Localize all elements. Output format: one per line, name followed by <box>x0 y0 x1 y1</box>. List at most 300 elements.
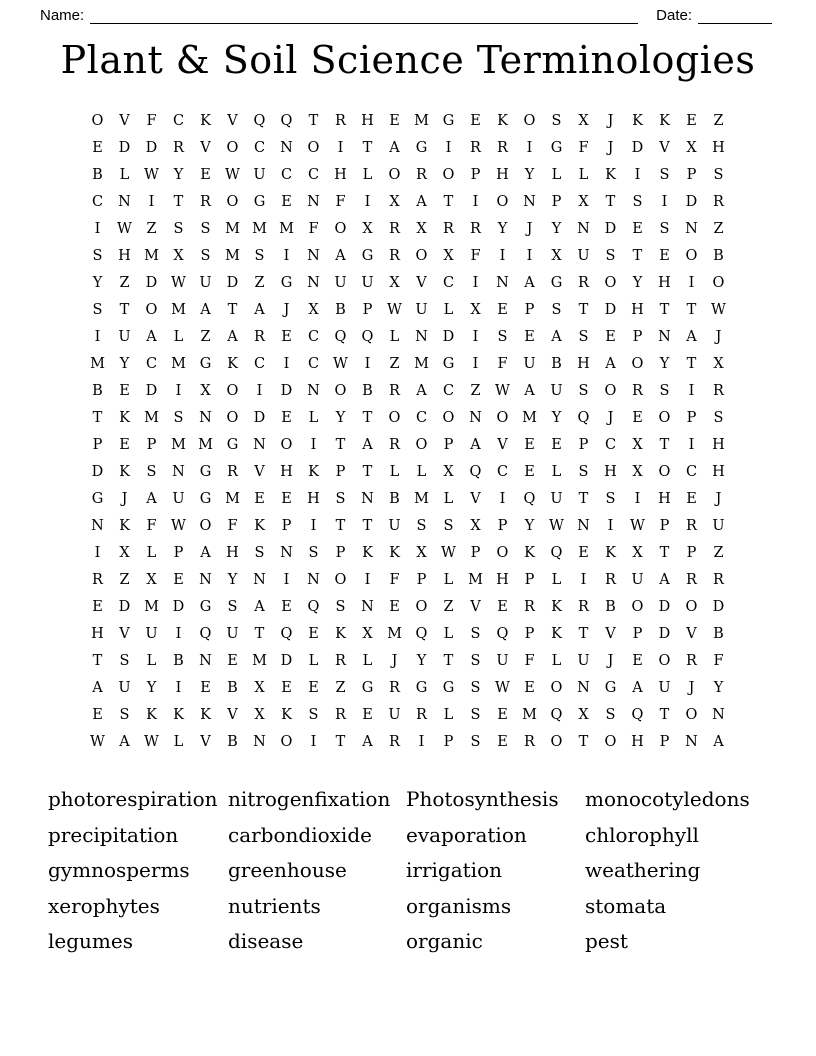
grid-letter: U <box>199 275 212 291</box>
grid-letter: T <box>686 302 697 318</box>
grid-letter: N <box>118 194 131 210</box>
grid-letter: Z <box>389 356 400 372</box>
grid-letter: I <box>688 437 695 453</box>
grid-letter: N <box>199 572 212 588</box>
grid-letter: L <box>416 464 427 480</box>
date-blank-line <box>698 6 772 24</box>
grid-letter: U <box>118 329 131 345</box>
grid-letter: H <box>91 626 104 642</box>
grid-letter: N <box>577 518 590 534</box>
grid-letter: K <box>119 464 130 480</box>
grid-letter: B <box>389 491 400 507</box>
grid-letter: O <box>226 194 239 210</box>
grid-letter: A <box>605 356 616 372</box>
grid-letter: U <box>658 680 671 696</box>
grid-letter: R <box>713 194 724 210</box>
grid-letter: R <box>470 140 481 156</box>
grid-letter: T <box>92 410 103 426</box>
grid-letter: Q <box>496 626 509 642</box>
grid-letter: J <box>688 680 695 696</box>
grid-letter: S <box>551 113 562 129</box>
grid-letter: C <box>685 464 698 480</box>
grid-letter: E <box>524 680 535 696</box>
grid-letter: S <box>578 464 589 480</box>
word-list-column <box>585 782 775 960</box>
grid-letter: X <box>389 194 400 210</box>
grid-letter: T <box>254 626 265 642</box>
grid-letter: I <box>283 572 290 588</box>
grid-letter: M <box>252 653 267 669</box>
grid-letter: F <box>146 518 157 534</box>
grid-letter: W <box>495 383 510 399</box>
grid-letter: W <box>171 518 186 534</box>
grid-letter: R <box>389 248 400 264</box>
grid-letter: T <box>659 707 670 723</box>
grid-letter: L <box>443 707 454 723</box>
grid-letter: D <box>226 275 239 291</box>
grid-letter: J <box>607 410 614 426</box>
grid-letter: O <box>307 140 320 156</box>
grid-letter: N <box>361 599 374 615</box>
grid-letter: M <box>225 221 240 237</box>
grid-letter: D <box>442 329 455 345</box>
word-list-item: organisms <box>406 893 512 918</box>
grid-letter: M <box>387 626 402 642</box>
grid-letter: U <box>388 707 401 723</box>
grid-letter: U <box>496 653 509 669</box>
grid-letter: Q <box>631 707 644 723</box>
grid-letter: F <box>524 653 535 669</box>
grid-letter: J <box>283 302 290 318</box>
grid-letter: G <box>199 599 212 615</box>
grid-letter: L <box>443 626 454 642</box>
grid-letter: Q <box>361 329 374 345</box>
grid-letter: T <box>578 302 589 318</box>
grid-letter: P <box>335 545 346 561</box>
grid-letter: E <box>578 545 589 561</box>
grid-letter: D <box>658 599 671 615</box>
grid-letter: W <box>630 518 645 534</box>
grid-letter: H <box>577 356 590 372</box>
grid-letter: K <box>254 518 265 534</box>
grid-letter: O <box>226 140 239 156</box>
grid-letter: N <box>199 653 212 669</box>
grid-letter: S <box>470 734 481 750</box>
grid-letter: X <box>416 545 427 561</box>
grid-letter: M <box>144 410 159 426</box>
grid-letter: Z <box>335 680 346 696</box>
grid-letter: I <box>472 275 479 291</box>
grid-letter: E <box>227 653 238 669</box>
grid-letter: D <box>145 140 158 156</box>
grid-letter: V <box>119 626 130 642</box>
grid-letter: N <box>307 248 320 264</box>
grid-letter: X <box>308 302 319 318</box>
grid-letter: E <box>281 194 292 210</box>
word-list-item: legumes <box>48 929 133 953</box>
grid-letter: K <box>659 113 670 129</box>
grid-letter: P <box>632 329 643 345</box>
grid-letter: T <box>686 356 697 372</box>
grid-letter: G <box>442 113 455 129</box>
grid-letter: X <box>632 464 643 480</box>
grid-letter: L <box>551 464 562 480</box>
grid-letter: Z <box>443 599 454 615</box>
grid-letter: C <box>307 356 320 372</box>
grid-letter: I <box>310 437 317 453</box>
grid-letter: R <box>632 383 643 399</box>
grid-letter: R <box>443 221 454 237</box>
grid-letter: S <box>200 221 211 237</box>
grid-letter: I <box>337 140 344 156</box>
grid-letter: I <box>472 356 479 372</box>
grid-letter: O <box>199 518 212 534</box>
grid-letter: H <box>712 140 725 156</box>
grid-letter: R <box>254 329 265 345</box>
grid-letter: V <box>605 626 616 642</box>
grid-letter: K <box>200 707 211 723</box>
grid-letter: G <box>415 680 428 696</box>
grid-letter: X <box>362 626 373 642</box>
grid-letter: R <box>92 572 103 588</box>
grid-letter: Y <box>524 518 535 534</box>
grid-letter: V <box>470 599 481 615</box>
word-list-item: monocotyledons <box>585 787 750 811</box>
grid-letter: T <box>227 302 238 318</box>
grid-letter: L <box>389 464 400 480</box>
grid-letter: S <box>92 302 103 318</box>
grid-letter: B <box>227 734 238 750</box>
word-list-item: xerophytes <box>48 893 160 918</box>
grid-letter: N <box>577 221 590 237</box>
grid-letter: T <box>119 302 130 318</box>
grid-letter: M <box>225 248 240 264</box>
grid-letter: P <box>524 302 535 318</box>
grid-letter: U <box>577 653 590 669</box>
grid-letter: P <box>470 167 481 183</box>
grid-letter: S <box>200 248 211 264</box>
grid-letter: E <box>281 410 292 426</box>
grid-letter: T <box>659 545 670 561</box>
grid-letter: K <box>227 356 238 372</box>
grid-letter: Y <box>173 167 184 183</box>
grid-letter: M <box>522 707 537 723</box>
grid-letter: X <box>578 113 589 129</box>
grid-letter: K <box>173 707 184 723</box>
grid-letter: I <box>526 248 533 264</box>
grid-letter: E <box>389 599 400 615</box>
grid-letter: M <box>90 356 105 372</box>
grid-letter: D <box>253 410 266 426</box>
grid-letter: Y <box>227 572 238 588</box>
grid-letter: S <box>335 599 346 615</box>
grid-letter: P <box>659 518 670 534</box>
grid-letter: G <box>253 194 266 210</box>
grid-letter: U <box>334 275 347 291</box>
grid-letter: N <box>577 680 590 696</box>
grid-letter: E <box>281 599 292 615</box>
grid-letter: D <box>280 653 293 669</box>
grid-letter: R <box>173 140 184 156</box>
grid-letter: W <box>171 275 186 291</box>
grid-letter: I <box>175 680 182 696</box>
grid-letter: Q <box>415 626 428 642</box>
grid-letter: A <box>713 734 724 750</box>
word-list-item: evaporation <box>406 822 527 847</box>
grid-letter: Z <box>254 275 265 291</box>
grid-letter: B <box>173 653 184 669</box>
grid-letter: F <box>146 113 157 129</box>
grid-letter: K <box>335 626 346 642</box>
grid-letter: O <box>496 194 509 210</box>
grid-letter: P <box>470 545 481 561</box>
grid-letter: S <box>605 491 616 507</box>
grid-letter: Y <box>659 356 670 372</box>
grid-letter: S <box>308 707 319 723</box>
header <box>0 0 816 24</box>
grid-letter: S <box>119 653 130 669</box>
grid-letter: U <box>226 626 239 642</box>
word-list-column <box>406 782 585 960</box>
grid-letter: M <box>468 572 483 588</box>
grid-letter: H <box>496 572 509 588</box>
grid-letter: F <box>497 356 508 372</box>
grid-letter: H <box>118 248 131 264</box>
grid-letter: P <box>686 167 697 183</box>
grid-letter: S <box>659 383 670 399</box>
grid-letter: S <box>632 194 643 210</box>
grid-letter: L <box>146 545 157 561</box>
grid-letter: S <box>605 248 616 264</box>
grid-letter: G <box>361 680 374 696</box>
grid-letter: G <box>199 356 212 372</box>
grid-letter: E <box>92 140 103 156</box>
page-title: Plant & Soil Science Terminologies <box>60 38 756 82</box>
grid-letter: P <box>173 545 184 561</box>
grid-letter: O <box>496 545 509 561</box>
grid-letter: E <box>308 626 319 642</box>
grid-letter: O <box>415 248 428 264</box>
grid-letter: B <box>713 626 724 642</box>
grid-letter: N <box>172 464 185 480</box>
grid-letter: K <box>200 113 211 129</box>
grid-letter: P <box>578 437 589 453</box>
grid-letter: V <box>227 707 238 723</box>
grid-letter: L <box>389 329 400 345</box>
grid-letter: D <box>91 464 104 480</box>
grid-letter: K <box>119 410 130 426</box>
grid-letter: E <box>497 599 508 615</box>
grid-letter: I <box>472 194 479 210</box>
grid-letter: L <box>551 167 562 183</box>
grid-letter: I <box>310 734 317 750</box>
grid-letter: B <box>362 383 373 399</box>
grid-letter: D <box>145 383 158 399</box>
grid-letter: Y <box>335 410 346 426</box>
grid-letter: L <box>362 167 373 183</box>
grid-letter: E <box>173 572 184 588</box>
grid-letter: Q <box>550 707 563 723</box>
grid-letter: K <box>389 545 400 561</box>
grid-letter: G <box>604 680 617 696</box>
grid-letter: F <box>308 221 319 237</box>
grid-letter: W <box>711 302 726 318</box>
grid-letter: A <box>119 734 130 750</box>
grid-letter: N <box>307 275 320 291</box>
grid-letter: R <box>389 221 400 237</box>
grid-letter: G <box>199 464 212 480</box>
grid-letter: T <box>578 491 589 507</box>
grid-letter: R <box>335 653 346 669</box>
grid-letter: Z <box>713 545 724 561</box>
grid-letter: A <box>200 302 211 318</box>
grid-letter: X <box>551 248 562 264</box>
grid-letter: E <box>659 248 670 264</box>
grid-letter: I <box>445 140 452 156</box>
word-list-item: precipitation <box>48 822 179 847</box>
grid-letter: W <box>549 518 564 534</box>
grid-letter: O <box>685 707 698 723</box>
grid-letter: R <box>470 221 481 237</box>
name-blank-line <box>90 6 638 24</box>
grid-letter: O <box>388 167 401 183</box>
grid-letter: P <box>362 302 373 318</box>
grid-letter: W <box>333 356 348 372</box>
grid-letter: O <box>388 410 401 426</box>
grid-letter: G <box>280 275 293 291</box>
name-label: Name: <box>40 7 85 24</box>
grid-letter: B <box>605 599 616 615</box>
grid-letter: O <box>442 167 455 183</box>
grid-letter: D <box>118 599 131 615</box>
grid-letter: E <box>497 707 508 723</box>
grid-letter: H <box>712 464 725 480</box>
grid-letter: I <box>364 572 371 588</box>
grid-letter: D <box>172 599 185 615</box>
grid-letter: O <box>523 113 536 129</box>
word-list-item: gymnosperms <box>48 858 190 882</box>
grid-letter: W <box>225 167 240 183</box>
grid-letter: C <box>253 140 266 156</box>
grid-letter: Z <box>713 113 724 129</box>
grid-letter: T <box>335 518 346 534</box>
grid-letter: U <box>712 518 725 534</box>
grid-letter: Z <box>119 275 130 291</box>
grid-letter: S <box>713 410 724 426</box>
grid-letter: L <box>173 734 184 750</box>
grid-letter: P <box>659 734 670 750</box>
grid-letter: Y <box>146 680 157 696</box>
grid-letter: S <box>119 707 130 723</box>
grid-letter: R <box>389 437 400 453</box>
grid-letter: I <box>148 194 155 210</box>
grid-letter: T <box>362 410 373 426</box>
grid-letter: V <box>200 734 211 750</box>
grid-letter: I <box>499 491 506 507</box>
grid-letter: G <box>442 356 455 372</box>
grid-letter: Y <box>713 680 724 696</box>
grid-letter: R <box>605 572 616 588</box>
grid-letter: C <box>496 464 509 480</box>
grid-letter: E <box>308 680 319 696</box>
grid-letter: J <box>607 653 614 669</box>
grid-letter: R <box>524 734 535 750</box>
grid-letter: P <box>335 464 346 480</box>
grid-letter: U <box>388 518 401 534</box>
grid-letter: O <box>604 275 617 291</box>
grid-letter: U <box>118 680 131 696</box>
grid-letter: I <box>688 383 695 399</box>
grid-letter: V <box>254 464 265 480</box>
grid-letter: S <box>605 707 616 723</box>
grid-letter: R <box>497 140 508 156</box>
grid-letter: X <box>254 680 265 696</box>
grid-letter: I <box>418 734 425 750</box>
grid-letter: M <box>522 410 537 426</box>
grid-letter: I <box>94 221 101 237</box>
grid-letter: Q <box>577 410 590 426</box>
grid-letter: T <box>335 437 346 453</box>
grid-letter: G <box>415 140 428 156</box>
grid-letter: G <box>442 680 455 696</box>
grid-letter: C <box>442 275 455 291</box>
grid-letter: O <box>550 680 563 696</box>
grid-letter: T <box>659 302 670 318</box>
grid-letter: V <box>497 437 508 453</box>
grid-letter: E <box>632 221 643 237</box>
grid-letter: Q <box>280 626 293 642</box>
grid-letter: O <box>226 383 239 399</box>
grid-letter: S <box>308 545 319 561</box>
grid-letter: S <box>659 167 670 183</box>
grid-letter: D <box>712 599 725 615</box>
grid-letter: Z <box>713 221 724 237</box>
grid-letter: O <box>280 437 293 453</box>
grid-letter: L <box>308 410 319 426</box>
grid-letter: X <box>713 356 724 372</box>
grid-letter: R <box>416 707 427 723</box>
grid-letter: U <box>550 491 563 507</box>
grid-letter: W <box>144 167 159 183</box>
grid-letter: P <box>281 518 292 534</box>
grid-letter: W <box>117 221 132 237</box>
grid-letter: S <box>92 248 103 264</box>
grid-letter: I <box>310 518 317 534</box>
grid-letter: H <box>712 437 725 453</box>
grid-letter: O <box>226 410 239 426</box>
grid-letter: A <box>524 275 535 291</box>
grid-letter: R <box>578 275 589 291</box>
grid-letter: P <box>443 734 454 750</box>
grid-letter: P <box>551 194 562 210</box>
grid-letter: T <box>605 194 616 210</box>
grid-letter: S <box>470 680 481 696</box>
grid-letter: S <box>254 545 265 561</box>
grid-letter: W <box>495 680 510 696</box>
word-list-item: photorespiration <box>48 787 218 811</box>
grid-letter: N <box>523 194 536 210</box>
grid-letter: I <box>256 383 263 399</box>
grid-letter: O <box>712 275 725 291</box>
grid-letter: N <box>307 572 320 588</box>
grid-letter: Z <box>200 329 211 345</box>
word-list-item: greenhouse <box>228 858 347 882</box>
grid-letter: M <box>171 356 186 372</box>
grid-letter: K <box>605 167 616 183</box>
grid-letter: V <box>470 491 481 507</box>
grid-letter: R <box>389 680 400 696</box>
grid-letter: L <box>443 572 454 588</box>
